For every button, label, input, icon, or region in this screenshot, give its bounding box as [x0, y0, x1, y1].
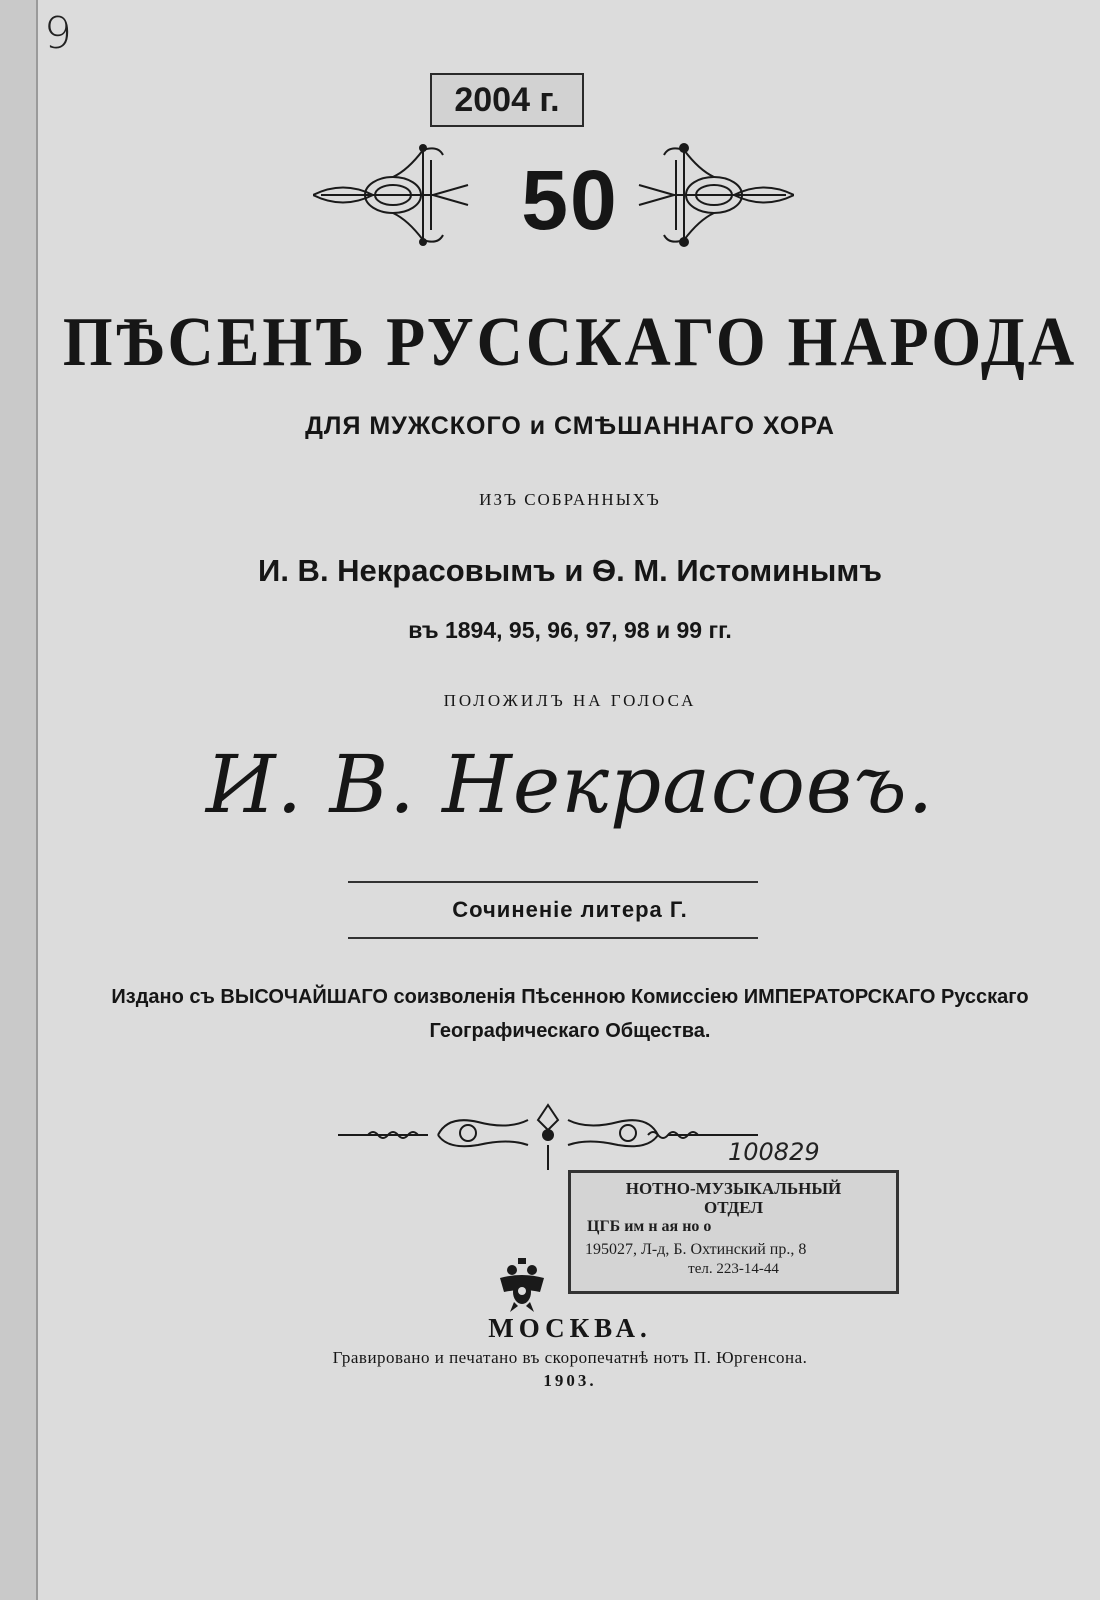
right-ornament-icon: [634, 140, 794, 250]
collectors-line: И. В. Некрасовымъ и Ѳ. М. Истоминымъ: [258, 553, 882, 588]
title-page: [36, 0, 1100, 1600]
book-title: ПѢСЕНЪ РУССКАГО НАРОДА: [62, 302, 1078, 381]
choir-subtitle: ДЛЯ МУЖСКОГО и СМѢШАННАГО ХОРА: [305, 412, 835, 440]
top-rule: [348, 881, 758, 883]
city: МОСКВА.: [488, 1313, 652, 1343]
publication-line-2: Географическаго Общества.: [429, 1020, 711, 1042]
publication-line-1: Издано съ ВЫСОЧАЙШАГО соизволенія Пѣсенною Комиссіею ИМПЕРАТОРСКАГО Русскаго: [111, 986, 1029, 1008]
corner-handwritten-mark: 9: [44, 8, 72, 59]
library-stamp-line-1: [571, 1179, 896, 1217]
number-heading: 50: [521, 153, 619, 247]
library-stamp-dept: НОТНО-МУЗЫКАЛЬНЫЙ: [625, 1179, 842, 1198]
series-label: Сочиненіе литера Г.: [452, 897, 688, 922]
date-stamp: 2004 г.: [430, 73, 584, 127]
printer-line: Гравировано и печатано въ скоропечатнѣ нотъ П. Юргенсона.: [332, 1348, 808, 1367]
composer-name: И. В. Некрасовъ.: [205, 738, 935, 831]
arranged-line: ПОЛОЖИЛЪ НА ГОЛОСА: [443, 691, 697, 710]
decorative-divider-icon: [338, 1100, 758, 1180]
eagle-emblem-icon: [496, 1258, 548, 1314]
library-stamp-line-2: ЦГБ им н ая но о: [587, 1218, 712, 1235]
bottom-rule: [348, 937, 758, 939]
years-line: въ 1894, 95, 96, 97, 98 и 99 гг.: [408, 617, 732, 643]
inventory-number: 100829: [728, 1138, 820, 1166]
library-stamp-dept-2: ОТДЕЛ: [704, 1198, 763, 1217]
publication-year: 1903.: [543, 1371, 597, 1390]
library-stamp-address: 195027, Л-д, Б. Охтинский пр., 8: [585, 1241, 807, 1258]
collected-line: ИЗЪ СОБРАННЫХЪ: [479, 490, 661, 509]
library-stamp-phone: тел. 223-14-44: [688, 1261, 779, 1277]
library-stamp: [568, 1170, 899, 1294]
